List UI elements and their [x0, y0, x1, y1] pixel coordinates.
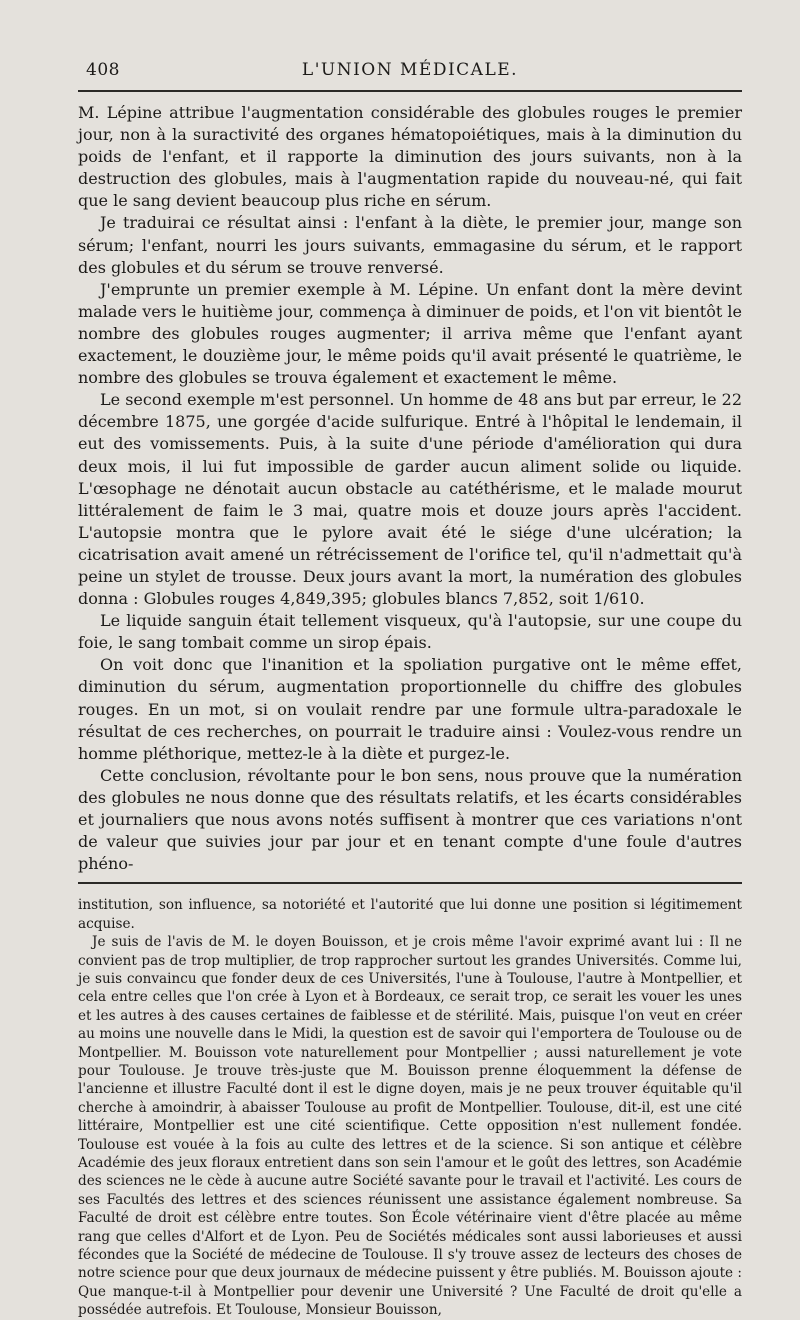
paragraph: Le second exemple m'est personnel. Un homme de 48 ans but par erreur, le 22 décembre 1875, une gorgée d'acide sulfurique. Entré à l'hôpital le lendemain, il eut des vomissements. Puis, à la suite d'une période d'amélioration qui dura deux mois, il lui fut impossible de garder aucun aliment solide ou liquide. L'œsophage ne dénotait aucun obstacle au catéthérisme, et le malade mourut littéralement de faim le 3 mai, quatre mois et douze jours après l'accident. L'autopsie montra que le pylore avait été le siége d'une ulcération; la cicatrisation avait amené un rétrécissement de l'orifice tel, qu'il n'admettait qu'à peine un stylet de trousse. Deux jours avant la mort, la numération des globules donna : Globules rouges 4,849,395; globules blancs 7,852, soit 1/610. [78, 390, 742, 609]
running-header [78, 56, 742, 86]
journal-title: L'UNION MÉDICALE. [301, 60, 519, 80]
footnote [78, 896, 742, 1319]
footnote-separator [78, 882, 742, 884]
paragraph: J'emprunte un premier exemple à M. Lépine. Un enfant dont la mère devint malade vers le huitième jour, commença à diminuer de poids, et l'on vit bientôt le nombre des globules rouges augmenter; il arriva même que l'enfant ayant exactement, le douzième jour, le même poids qu'il avait présenté le quatrième, le nombre des globules se trouva également et exactement le même. [78, 279, 742, 388]
page-number: 408 [86, 60, 120, 80]
paragraph: On voit donc que l'inanition et la spoliation purgative ont le même effet, diminution du sérum, augmentation proportionnelle du chiffre des globules rouges. En un mot, si on voulait rendre par une formule ultra-paradoxale le résultat de ces recherches, on pourrait le traduire ainsi : Voulez-vous rendre un homme pléthorique, mettez-le à la diète et purgez-le. [78, 655, 742, 763]
footnote-paragraph: Je suis de l'avis de M. le doyen Bouisson, et je crois même l'avoir exprimé avant lui : Il ne convient pas de trop multiplier, de trop rapprocher surtout les grandes Universités. Comme lui, je suis convaincu que fonder deux de ces Universités, l'une à Toulouse, l'autre à Montpellier, et cela entre celles que l'on crée à Lyon et à Bordeaux, ce serait trop, ce serait les vouer les unes et les autres à des causes certaines de faiblesse et de stérilité. Mais, puisque l'on veut en créer au moins une nouvelle dans le Midi, la question est de savoir qui l'emportera de Toulouse ou de Montpellier. M. Bouisson vote naturellement pour Montpellier ; aussi naturellement je vote pour Toulouse. Je trouve très-juste que M. Bouisson prenne éloquemment la défense de l'ancienne et illustre Faculté dont il est le digne doyen, mais je ne peux trouver équitable qu'il cherche à amoindrir, à abaisser Toulouse au profit de Montpellier. Toulouse, dit-il, est une cité littéraire, Montpellier est une cité scientifique. Cette opposition n'est nullement fondée. Toulouse est vouée à la fois au culte des lettres et de la science. Si son antique et célèbre Académie des jeux floraux entretient dans son sein l'amour et le goût des lettres, son Académie des sciences ne le cède à aucune autre Société savante pour le travail et l'activité. Les cours de ses Facultés des lettres et des sciences réunissent une assistance également nombreuse. Sa Faculté de droit est célèbre entre toutes. Son École vétérinaire vient d'être placée au même rang que celles d'Alfort et de Lyon. Peu de Sociétés médicales sont aussi laborieuses et aussi fécondes que la Société de médecine de Toulouse. Il s'y trouve assez de lecteurs des choses de notre science pour que deux journaux de médecine puissent y être publiés. M. Bouisson ajoute : Que manque-t-il à Montpellier pour devenir une Université ? Une Faculté de droit qu'elle a possédée autrefois. Et Toulouse, Monsieur Bouisson, [78, 934, 742, 1319]
paragraph: Cette conclusion, révoltante pour le bon sens, nous prouve que la numération des globules ne nous donne que des résultats relatifs, et les écarts considérables et journaliers que nous avons notés suffisent à montrer que ces variations n'ont de valeur que suivies jour par jour et en tenant compte d'une foule d'autres phéno- [78, 765, 742, 874]
paragraph: Je traduirai ce résultat ainsi : l'enfant à la diète, le premier jour, mange son sérum; l'enfant, nourri les jours suivants, emmagasine du sérum, et le rapport des globules et du sérum se trouve renversé. [78, 213, 742, 277]
paragraph: M. Lépine attribue l'augmentation considérable des globules rouges le premier jour, non à la suractivité des organes hématopoiétiques, mais à la diminution du poids de l'enfant, et il rapporte la diminution des jours suivants, non à la destruction des globules, mais à l'augmentation rapide du nouveau-né, qui fait que le sang devient beaucoup plus riche en sérum. [78, 103, 742, 211]
header-rule [78, 90, 742, 92]
footnote-paragraph: institution, son influence, sa notoriété et l'autorité que lui donne une position si légitimement acquise. [78, 897, 742, 932]
paragraph: Le liquide sanguin était tellement visqueux, qu'à l'autopsie, sur une coupe du foie, le sang tombait comme un sirop épais. [78, 611, 742, 653]
main-text [78, 102, 742, 875]
